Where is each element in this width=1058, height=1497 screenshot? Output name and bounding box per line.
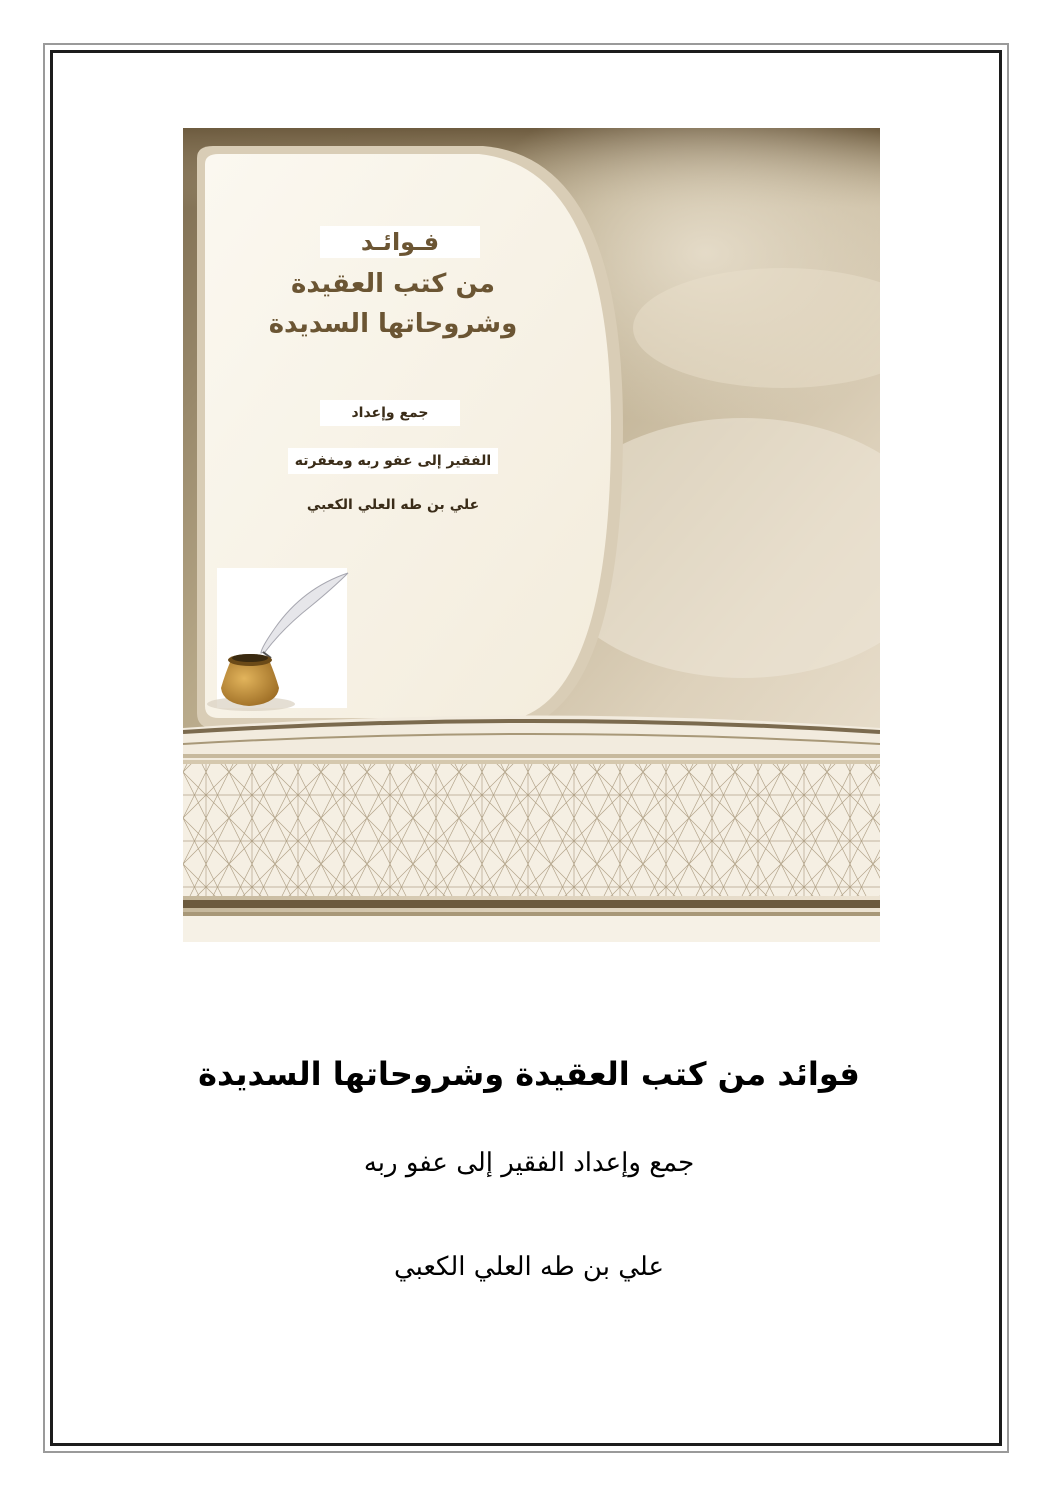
author-name: علي بن طه العلي الكعبي bbox=[393, 1252, 665, 1282]
cover-artwork bbox=[183, 128, 880, 942]
cover-title-line-3: وشروحاتها السديدة bbox=[268, 309, 518, 339]
cover-author: علي بن طه العلي الكعبي bbox=[306, 497, 480, 513]
cover-compiled-label: جمع وإعداد bbox=[320, 400, 460, 426]
cover-humble-line: الفقير إلى عفو ربه ومغفرته bbox=[288, 448, 498, 474]
page-title: فوائد من كتب العقيدة وشروحاتها السديدة bbox=[198, 1055, 860, 1093]
compiled-by-line: جمع وإعداد الفقير إلى عفو ربه bbox=[363, 1148, 695, 1178]
cover-title-line-2: من كتب العقيدة bbox=[291, 269, 495, 299]
cover-title-line-1: فـوائـد bbox=[320, 226, 480, 258]
cover-image bbox=[183, 128, 880, 942]
